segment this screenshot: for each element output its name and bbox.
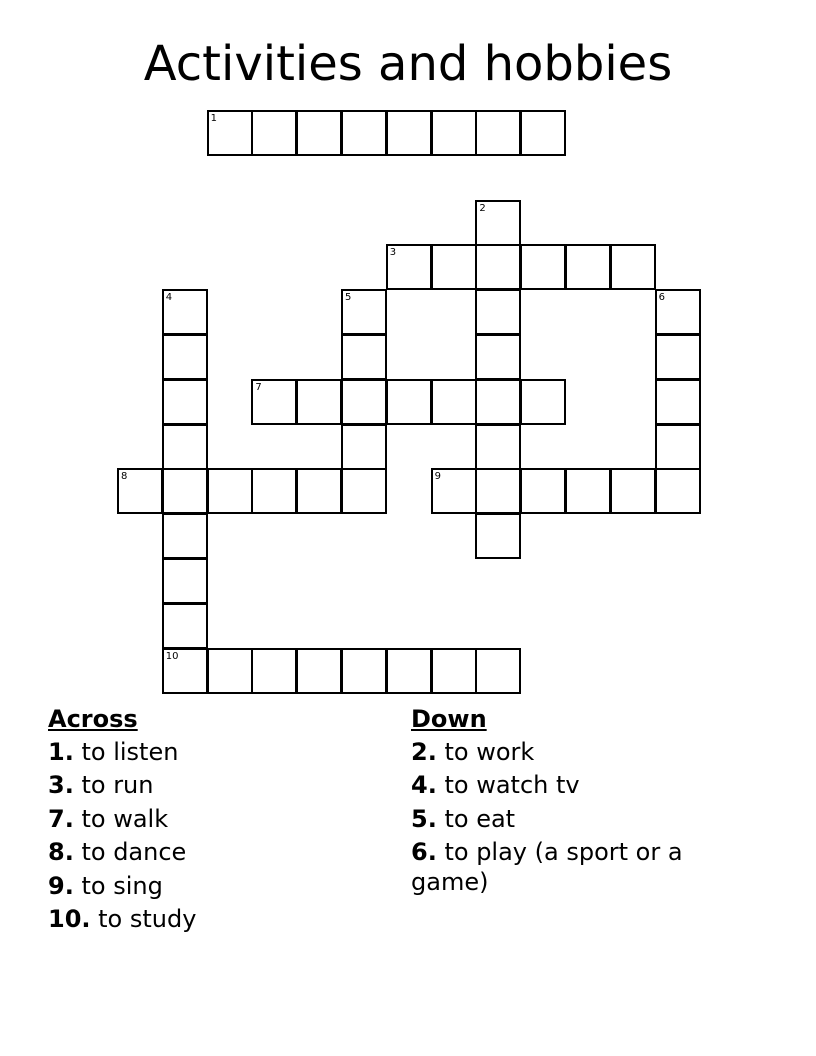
crossword-cell[interactable]	[475, 334, 521, 380]
clue-text: to run	[81, 771, 154, 799]
crossword-cell[interactable]	[162, 334, 208, 380]
clue-number: 7.	[48, 804, 74, 833]
down-clue	[411, 737, 731, 767]
crossword-cell[interactable]	[431, 244, 477, 290]
across-clue	[48, 871, 388, 901]
crossword-cell[interactable]	[520, 468, 566, 514]
crossword-cell[interactable]	[431, 648, 477, 694]
across-clue	[48, 837, 388, 867]
crossword-cell[interactable]	[207, 110, 253, 156]
crossword-cell[interactable]	[475, 200, 521, 246]
crossword-cell[interactable]	[296, 379, 342, 425]
crossword-cell[interactable]	[207, 468, 253, 514]
crossword-cell[interactable]	[251, 648, 297, 694]
clue-number: 9.	[48, 871, 74, 900]
across-clue	[48, 904, 388, 934]
crossword-cell[interactable]	[520, 110, 566, 156]
crossword-cell[interactable]	[565, 244, 611, 290]
crossword-cell[interactable]	[475, 468, 521, 514]
cell-number: 6	[658, 292, 665, 304]
crossword-cell[interactable]	[520, 379, 566, 425]
crossword-cell[interactable]	[475, 244, 521, 290]
across-clue	[48, 804, 388, 834]
crossword-cell[interactable]	[162, 513, 208, 559]
down-clues-section	[411, 703, 731, 901]
cell-number: 4	[165, 292, 173, 304]
clue-number: 8.	[48, 838, 74, 866]
crossword-cell[interactable]	[341, 468, 387, 514]
crossword-cell[interactable]	[162, 468, 208, 514]
crossword-cell[interactable]	[386, 648, 432, 694]
crossword-cell[interactable]	[655, 379, 701, 425]
crossword-cell[interactable]	[386, 379, 432, 425]
crossword-cell[interactable]	[162, 289, 208, 335]
clue-number: 4.	[411, 771, 437, 799]
crossword-cell[interactable]	[341, 334, 387, 380]
down-clue-list	[411, 737, 731, 898]
crossword-cell[interactable]	[610, 244, 656, 290]
clue-text: to study	[90, 905, 197, 933]
down-clue	[411, 770, 731, 800]
cell-number: 2	[479, 202, 486, 214]
crossword-cell[interactable]	[431, 468, 477, 514]
crossword-cell[interactable]	[520, 244, 566, 290]
clue-text: to work	[444, 737, 535, 766]
crossword-cell[interactable]	[251, 379, 297, 425]
cell-number: 7	[255, 381, 262, 393]
crossword-cell[interactable]	[475, 110, 521, 156]
across-clue	[48, 770, 388, 800]
crossword-cell[interactable]	[162, 558, 208, 604]
clue-text: to dance	[81, 838, 187, 866]
across-clue-list	[48, 737, 388, 935]
cell-number: 8	[121, 471, 128, 483]
crossword-cell[interactable]	[341, 110, 387, 156]
cell-number: 10	[165, 650, 179, 662]
crossword-cell[interactable]	[162, 379, 208, 425]
clue-number: 3.	[48, 771, 74, 799]
cell-number: 5	[345, 292, 352, 304]
crossword-cell[interactable]	[386, 110, 432, 156]
clue-text: to sing	[81, 871, 163, 900]
crossword-cell[interactable]	[565, 468, 611, 514]
crossword-cell[interactable]	[431, 110, 477, 156]
crossword-cell[interactable]	[386, 244, 432, 290]
cell-number: 3	[389, 247, 397, 259]
clue-number: 10.	[48, 905, 91, 933]
crossword-cell[interactable]	[431, 379, 477, 425]
crossword-cell[interactable]	[655, 468, 701, 514]
crossword-cell[interactable]	[296, 468, 342, 514]
crossword-cell[interactable]	[475, 648, 521, 694]
clue-text: to eat	[444, 804, 516, 833]
down-clue	[411, 804, 731, 834]
puzzle-title: Activities and hobbies	[143, 36, 673, 92]
across-clue	[48, 737, 388, 767]
crossword-cell[interactable]	[251, 468, 297, 514]
crossword-cell[interactable]	[251, 110, 297, 156]
clue-number: 2.	[411, 737, 437, 766]
crossword-cell[interactable]	[117, 468, 163, 514]
cell-number: 1	[210, 113, 217, 124]
crossword-cell[interactable]	[655, 289, 701, 335]
clue-text: to walk	[81, 804, 169, 833]
crossword-cell[interactable]	[296, 110, 342, 156]
clue-number: 6.	[411, 838, 437, 866]
across-clues-section	[48, 703, 388, 938]
crossword-cell[interactable]	[475, 513, 521, 559]
crossword-cell[interactable]	[341, 424, 387, 470]
crossword-cell[interactable]	[296, 648, 342, 694]
crossword-cell[interactable]	[610, 468, 656, 514]
clue-text: to listen	[81, 737, 179, 766]
crossword-cell[interactable]	[655, 334, 701, 380]
cell-number: 9	[434, 471, 441, 483]
crossword-cell[interactable]	[341, 289, 387, 335]
crossword-cell[interactable]	[207, 648, 253, 694]
clue-text: to play (a sport or a game)	[411, 838, 683, 896]
crossword-cell[interactable]	[341, 648, 387, 694]
crossword-cell[interactable]	[475, 289, 521, 335]
crossword-cell[interactable]	[162, 424, 208, 470]
crossword-cell[interactable]	[475, 424, 521, 470]
crossword-cell[interactable]	[162, 648, 208, 694]
crossword-cell[interactable]	[655, 424, 701, 470]
across-heading: Across	[48, 705, 138, 733]
down-clue	[411, 837, 731, 897]
clue-number: 5.	[411, 804, 437, 833]
clue-text: to watch tv	[444, 771, 580, 799]
crossword-cell[interactable]	[162, 603, 208, 649]
crossword-cell[interactable]	[341, 379, 387, 425]
down-heading: Down	[411, 705, 487, 733]
crossword-cell[interactable]	[475, 379, 521, 425]
clue-number: 1.	[48, 737, 74, 766]
